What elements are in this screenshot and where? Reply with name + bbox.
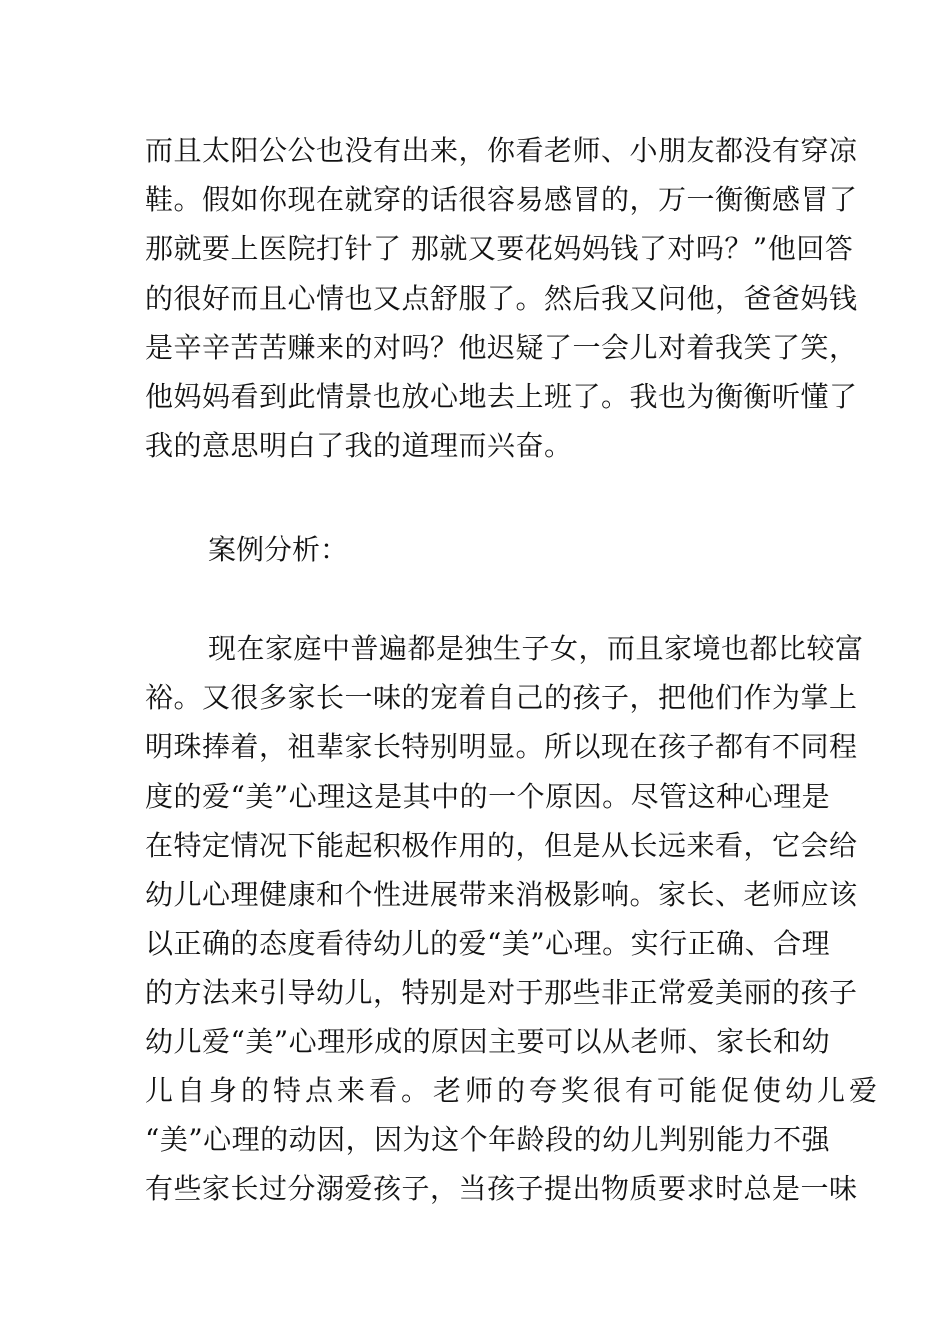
text-line: 他妈妈看到此情景也放心地去上班了。我也为衡衡听懂了 (145, 380, 858, 413)
text-line: 在特定情况下能起积极作用的，但是从长远来看，它会给 (145, 829, 858, 862)
text-line: 我的意思明白了我的道理而兴奋。 (145, 429, 573, 462)
text-line: 而且太阳公公也没有出来，你看老师、小朋友都没有穿凉 (145, 134, 858, 167)
text-line: “美”心理的动因，因为这个年龄段的幼儿判别能力不强 (145, 1123, 831, 1156)
text-line: 鞋。假如你现在就穿的话很容易感冒的，万一衡衡感冒了 (145, 183, 858, 216)
text-line: 幼儿爱“美”心理形成的原因主要可以从老师、家长和幼 (145, 1025, 831, 1058)
text-line: 是辛辛苦苦赚来的对吗？他迟疑了一会儿对着我笑了笑， (145, 331, 858, 364)
text-line: 裕。又很多家长一味的宠着自己的孩子，把他们作为掌上 (145, 681, 858, 714)
text-line: 幼儿心理健康和个性进展带来消极影响。家长、老师应该 (145, 878, 858, 911)
text-line: 明珠捧着，祖辈家长特别明显。所以现在孩子都有不同程 (145, 730, 858, 763)
text-line: 现在家庭中普遍都是独生子女，而且家境也都比较富 (208, 632, 864, 665)
text-line: 那就要上医院打针了 那就又要花妈妈钱了对吗？”他回答 (145, 232, 854, 265)
section-heading: 案例分析： (208, 533, 349, 566)
text-line: 的很好而且心情也又点舒服了。然后我又问他，爸爸妈钱 (145, 282, 858, 315)
text-line: 儿自身的特点来看。老师的夸奖很有可能促使幼儿爱 (145, 1074, 882, 1107)
text-line: 以正确的态度看待幼儿的爱“美”心理。实行正确、合理 (145, 927, 831, 960)
text-line: 度的爱“美”心理这是其中的一个原因。尽管这种心理是 (145, 780, 831, 813)
text-line: 的方法来引导幼儿，特别是对于那些非正常爱美丽的孩子 (145, 976, 858, 1009)
text-line: 有些家长过分溺爱孩子，当孩子提出物质要求时总是一味 (145, 1172, 858, 1205)
